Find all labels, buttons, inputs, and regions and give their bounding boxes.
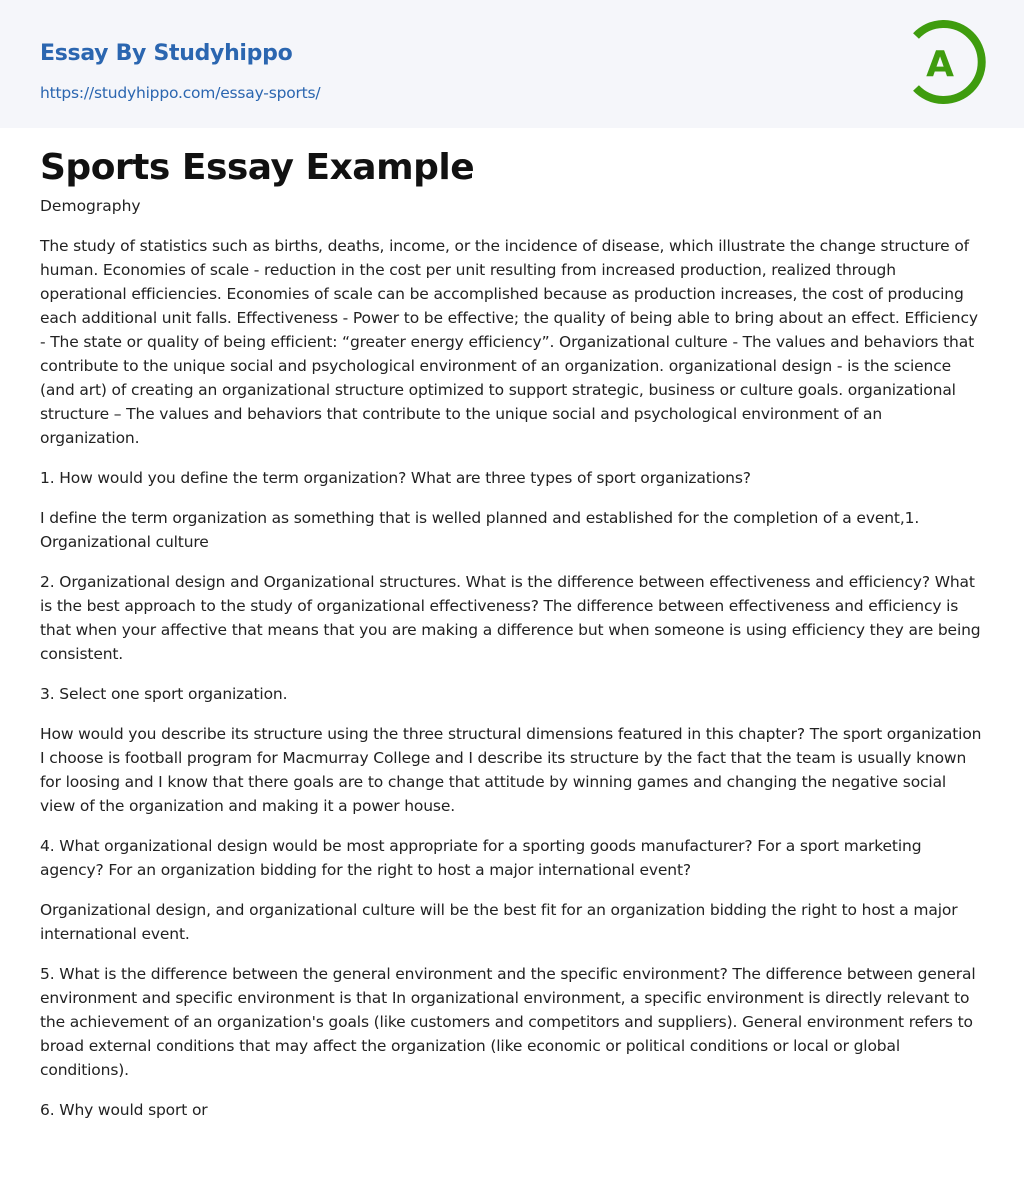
paragraph: The study of statistics such as births, deaths, income, or the incidence of disease, which illustrate the change structure of human. Economies of scale - reduction in the cost per unit resulting from increased production, realized through operational efficiencies. Economies of scale can be accomplished because as production increases, the cost of producing each additional unit falls. Effectiveness - Power to be effective; the quality of being able to bring about an effect. Efficiency - The state or quality of being efficient: “greater energy efficiency”. Organizational culture - The values and behaviors that contribute to the unique social and psychological environment of an organization. organizational design - is the science (and art) of creating an organizational structure optimized to support strategic, business or culture goals. organizational structure – The values and behaviors that contribute to the unique social and psychological environment of an organization.	[40, 237, 978, 447]
logo-letter: A	[926, 44, 954, 85]
site-header	[0, 0, 1024, 128]
paragraph: 1. How would you define the term organization? What are three types of sport organizations?	[40, 469, 751, 487]
page-title: Sports Essay Example	[40, 147, 475, 188]
paragraph: 2. Organizational design and Organizational structures. What is the difference between effectiveness and efficiency? What is the best approach to the study of organizational effectiveness? The difference between effectiveness and efficiency is that when your affective that means that you are making a difference but when someone is using efficiency they are being consistent.	[40, 573, 981, 663]
paragraph: How would you describe its structure using the three structural dimensions featured in this chapter? The sport organization I choose is football program for Macmurray College and I describe its structure by the fact that the team is usually known for loosing and I know that there goals are to change that attitude by winning games and changing the negative social view of the organization and making it a power house.	[40, 725, 982, 815]
studyhippo-logo-icon[interactable]	[902, 20, 986, 104]
page-url-link[interactable]: https://studyhippo.com/essay-sports/	[40, 84, 321, 102]
paragraph: Organizational design, and organizational culture will be the best fit for an organization bidding the right to host a major international event.	[40, 901, 958, 943]
paragraph: 5. What is the difference between the general environment and the specific environment? The difference between general environment and specific environment is that In organizational environment, a specific environment is directly relevant to the achievement of an organization's goals (like customers and competitors and suppliers). General environment refers to broad external conditions that may affect the organization (like economic or political conditions or local or global conditions).	[40, 965, 976, 1079]
site-title[interactable]: Essay By Studyhippo	[40, 41, 293, 66]
paragraph: 3. Select one sport organization.	[40, 685, 288, 703]
paragraph: 4. What organizational design would be most appropriate for a sporting goods manufacturer? For a sport marketing agency? For an organization bidding for the right to host a major international event?	[40, 837, 922, 879]
article-subtitle: Demography	[40, 197, 141, 215]
paragraph: I define the term organization as something that is welled planned and established for the completion of a event,1. Organizational culture	[40, 509, 920, 551]
paragraph: 6. Why would sport or	[40, 1101, 208, 1119]
